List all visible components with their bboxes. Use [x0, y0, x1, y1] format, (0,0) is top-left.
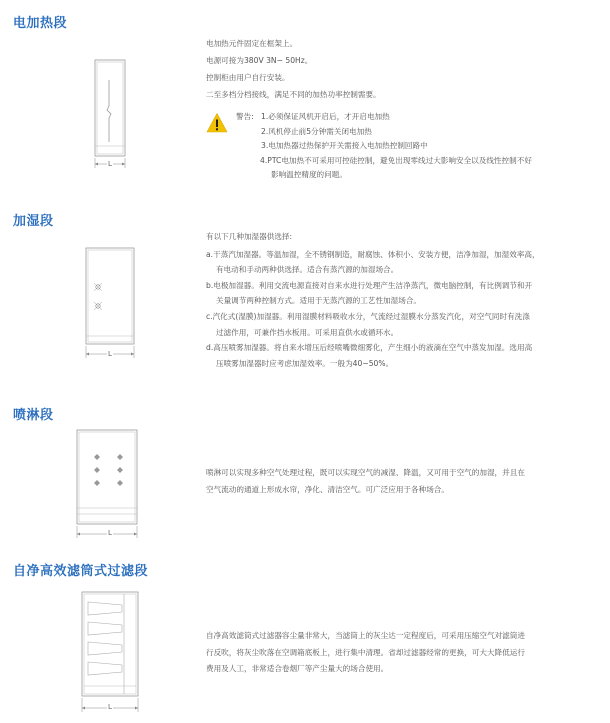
electric-heating-description — [206, 36, 381, 102]
text-line: 电加热元件固定在框架上。 — [206, 39, 298, 48]
section-title-humidification: 加湿段 — [13, 214, 54, 229]
diagram-length-label: L — [108, 703, 112, 711]
text-line: 电源可接为380V 3N~ 50Hz。 — [206, 56, 313, 65]
diagram-length-label: L — [108, 529, 112, 537]
humidification-description — [206, 229, 540, 371]
text-line: 空气流动的通道上形成水帘，净化、清洁空气。可广泛应用于各种场合。 — [206, 484, 449, 494]
warning-item: 4.PTC电加热不可采用可控硅控制，避免出现零线过大影响安全以及线性控制不好 — [260, 155, 532, 165]
text-line: 有电动和手动两种供选择。适合有蒸汽源的加湿场合。 — [216, 265, 399, 275]
text-line: 喷淋可以实现多种空气处理过程，既可以实现空气的减湿、降温，又可用于空气的加湿，并且在 — [206, 468, 525, 477]
humidifier-diagram — [80, 246, 140, 366]
section-title-spray: 喷淋段 — [13, 408, 54, 423]
section-title-electric-heating: 电加热段 — [13, 16, 68, 31]
text-line: 行反吹，将灰尘吹落在空调箱底板上，进行集中清理。省却过滤器经常的更换，可大大降低运行 — [206, 647, 525, 657]
warning-icon — [206, 112, 228, 134]
text-line: c.汽化式(湿膜)加湿器。利用湿膜材料吸收水分，气流经过湿膜水分蒸发汽化，对空气同时有洗涤 — [206, 311, 530, 321]
text-line: b.电极加湿器。利用交流电源直接对自来水进行处理产生洁净蒸汽，微电脑控制，有比例调节和开 — [206, 280, 533, 290]
text-line: 过滤作用，可兼作挡水板用。可采用直供水或循环水。 — [216, 327, 399, 337]
text-line: a.干蒸汽加湿器。等温加湿，全不锈钢制造，耐腐蚀、体积小、安装方便，洁净加湿，加湿效率高， — [206, 249, 540, 259]
section-title-cartridge-filter: 自净高效滤筒式过滤段 — [13, 564, 149, 579]
text-line: 二至多档分档接线，满足不同的加热功率控制需要。 — [206, 90, 381, 99]
diagram-length-label: L — [108, 350, 112, 358]
warning-item: 3.电加热器过热保护开关需接入电加热控制回路中 — [261, 141, 428, 150]
warning-item: 影响温控精度的问题。 — [271, 170, 347, 179]
text-line: 有以下几种加湿器供选择: — [206, 232, 293, 241]
electric-heater-diagram — [88, 58, 138, 176]
spray-description — [206, 465, 525, 498]
text-line: 自净高效滤筒式过滤器容尘量非常大，当滤筒上的灰尘达一定程度后，可采用压缩空气对滤筒进 — [206, 631, 525, 640]
warning-list — [261, 110, 532, 183]
text-line: 关量调节两种控制方式。适用于无蒸汽源的工艺性加湿场合。 — [216, 296, 422, 306]
text-line: 控制柜由用户自行安装。 — [206, 73, 290, 82]
cartridge-filter-description — [206, 628, 525, 678]
text-line: 费用及人工，非常适合卷烟厂等产尘量大的场合使用。 — [206, 664, 389, 673]
warning-item: 2.风机停止前5分钟需关闭电加热 — [261, 126, 372, 136]
warning-item: 1.必须保证风机开启后，才开启电加热 — [261, 112, 390, 121]
cartridge-filter-diagram — [70, 590, 150, 718]
text-line: 压喷雾加湿器时应考虑加湿效率。一般为40~50%。 — [216, 358, 394, 368]
diagram-length-label: L — [108, 160, 112, 168]
text-line: d.高压喷雾加湿器。将自来水增压后经喷嘴微细雾化，产生细小的液滴在空气中蒸发加湿。选用高 — [206, 343, 533, 353]
warning-label: 警告: — [236, 112, 254, 121]
